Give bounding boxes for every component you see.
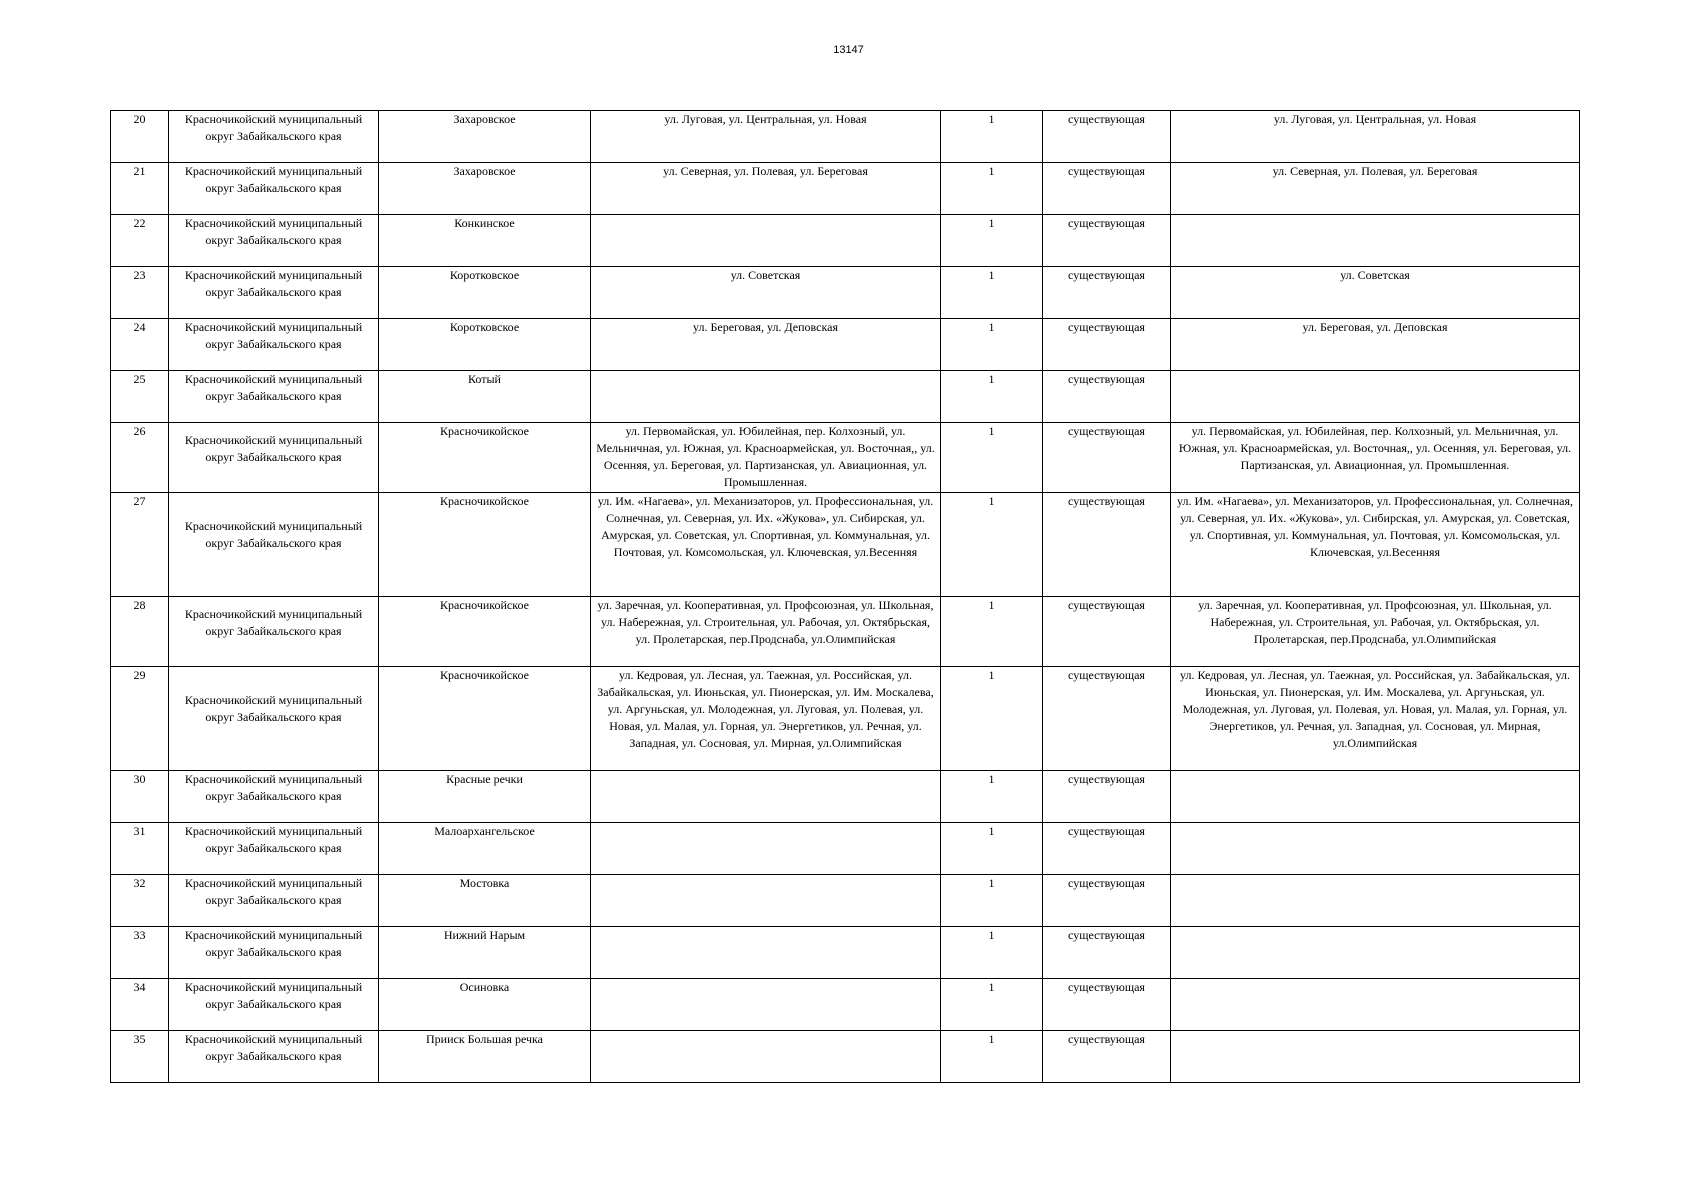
status-cell: существующая bbox=[1043, 163, 1171, 215]
streets-served-cell: ул. Заречная, ул. Кооперативная, ул. Профсоюзная, ул. Школьная, ул. Набережная, ул. Строительная, ул. Рабочая, ул. Октябрьская, ул. Пролетарская, пер.Продснаба, ул.Олимпийская bbox=[1171, 597, 1580, 667]
locality-cell: Коротковское bbox=[379, 267, 591, 319]
municipality-cell: Красночикойский муниципальный округ Забайкальского края bbox=[169, 823, 379, 875]
table-row bbox=[111, 371, 1580, 423]
locality-cell: Прииск Большая речка bbox=[379, 1031, 591, 1083]
count-cell: 1 bbox=[941, 493, 1043, 597]
municipality-cell: Красночикойский муниципальный округ Забайкальского края bbox=[169, 875, 379, 927]
streets-cell bbox=[591, 979, 941, 1031]
status-cell: существующая bbox=[1043, 423, 1171, 493]
streets-served-cell bbox=[1171, 771, 1580, 823]
locality-cell: Красные речки bbox=[379, 771, 591, 823]
locality-cell: Красночикойское bbox=[379, 493, 591, 597]
status-cell: существующая bbox=[1043, 1031, 1171, 1083]
table-row bbox=[111, 319, 1580, 371]
streets-cell: ул. Луговая, ул. Центральная, ул. Новая bbox=[591, 111, 941, 163]
streets-served-cell bbox=[1171, 371, 1580, 423]
status-cell: существующая bbox=[1043, 267, 1171, 319]
streets-served-cell bbox=[1171, 979, 1580, 1031]
locality-cell: Захаровское bbox=[379, 163, 591, 215]
count-cell: 1 bbox=[941, 823, 1043, 875]
count-cell: 1 bbox=[941, 267, 1043, 319]
table-row bbox=[111, 215, 1580, 267]
page-number: 13147 bbox=[833, 44, 864, 56]
status-cell: существующая bbox=[1043, 823, 1171, 875]
streets-cell bbox=[591, 215, 941, 267]
streets-cell: ул. Советская bbox=[591, 267, 941, 319]
streets-served-cell bbox=[1171, 875, 1580, 927]
status-cell: существующая bbox=[1043, 215, 1171, 267]
streets-served-cell bbox=[1171, 927, 1580, 979]
municipality-cell: Красночикойский муниципальный округ Забайкальского края bbox=[169, 267, 379, 319]
row-number: 28 bbox=[111, 597, 169, 667]
streets-served-cell bbox=[1171, 215, 1580, 267]
table-row bbox=[111, 927, 1580, 979]
count-cell: 1 bbox=[941, 1031, 1043, 1083]
table-row bbox=[111, 823, 1580, 875]
streets-cell bbox=[591, 1031, 941, 1083]
row-number: 23 bbox=[111, 267, 169, 319]
municipality-cell: Красночикойский муниципальный округ Забайкальского края bbox=[169, 927, 379, 979]
count-cell: 1 bbox=[941, 667, 1043, 771]
count-cell: 1 bbox=[941, 423, 1043, 493]
municipality-cell: Красночикойский муниципальный округ Забайкальского края bbox=[169, 215, 379, 267]
streets-cell bbox=[591, 823, 941, 875]
locality-cell: Малоархангельское bbox=[379, 823, 591, 875]
streets-served-cell: ул. Северная, ул. Полевая, ул. Береговая bbox=[1171, 163, 1580, 215]
table-row bbox=[111, 163, 1580, 215]
table-row bbox=[111, 771, 1580, 823]
status-cell: существующая bbox=[1043, 111, 1171, 163]
streets-cell: ул. Кедровая, ул. Лесная, ул. Таежная, ул. Российская, ул. Забайкальская, ул. Июньская, ул. Пионерская, ул. Им. Москалева, ул. Аргуньская, ул. Молодежная, ул. Луговая, ул. Полевая, ул. Новая, ул. Малая, ул. Горная, ул. Энергетиков, ул. Речная, ул. Западная, ул. Сосновая, ул. Мирная, ул.Олимпийская bbox=[591, 667, 941, 771]
status-cell: существующая bbox=[1043, 927, 1171, 979]
table-row bbox=[111, 267, 1580, 319]
row-number: 20 bbox=[111, 111, 169, 163]
row-number: 33 bbox=[111, 927, 169, 979]
municipality-cell: Красночикойский муниципальный округ Забайкальского края bbox=[169, 111, 379, 163]
streets-served-cell bbox=[1171, 823, 1580, 875]
streets-served-cell: ул. Первомайская, ул. Юбилейная, пер. Колхозный, ул. Мельничная, ул. Южная, ул. Красноармейская, ул. Восточная,, ул. Осенняя, ул. Береговая, ул. Партизанская, ул. Авиационная, ул. Промышленная. bbox=[1171, 423, 1580, 493]
status-cell: существующая bbox=[1043, 979, 1171, 1031]
locations-table bbox=[110, 110, 1580, 1083]
table-row bbox=[111, 875, 1580, 927]
table-row bbox=[111, 493, 1580, 597]
status-cell: существующая bbox=[1043, 371, 1171, 423]
streets-cell bbox=[591, 371, 941, 423]
streets-cell: ул. Первомайская, ул. Юбилейная, пер. Колхозный, ул. Мельничная, ул. Южная, ул. Красноармейская, ул. Восточная,, ул. Осенняя, ул. Береговая, ул. Партизанская, ул. Авиационная, ул. Промышленная. bbox=[591, 423, 941, 493]
municipality-cell: Красночикойский муниципальный округ Забайкальского края bbox=[169, 163, 379, 215]
municipality-cell: Красночикойский муниципальный округ Забайкальского края bbox=[169, 371, 379, 423]
municipality-cell: Красночикойский муниципальный округ Забайкальского края bbox=[169, 597, 379, 667]
row-number: 27 bbox=[111, 493, 169, 597]
streets-cell bbox=[591, 771, 941, 823]
row-number: 30 bbox=[111, 771, 169, 823]
municipality-cell: Красночикойский муниципальный округ Забайкальского края bbox=[169, 319, 379, 371]
count-cell: 1 bbox=[941, 771, 1043, 823]
status-cell: существующая bbox=[1043, 771, 1171, 823]
streets-cell bbox=[591, 927, 941, 979]
count-cell: 1 bbox=[941, 979, 1043, 1031]
row-number: 32 bbox=[111, 875, 169, 927]
table-row bbox=[111, 423, 1580, 493]
locality-cell: Красночикойское bbox=[379, 597, 591, 667]
locality-cell: Котый bbox=[379, 371, 591, 423]
count-cell: 1 bbox=[941, 597, 1043, 667]
row-number: 31 bbox=[111, 823, 169, 875]
streets-cell: ул. Им. «Нагаева», ул. Механизаторов, ул. Профессиональная, ул. Солнечная, ул. Северная, ул. Их. «Жукова», ул. Сибирская, ул. Амурская, ул. Советская, ул. Спортивная, ул. Коммунальная, ул. Почтовая, ул. Комсомольская, ул. Ключевская, ул.Весенняя bbox=[591, 493, 941, 597]
row-number: 29 bbox=[111, 667, 169, 771]
status-cell: существующая bbox=[1043, 319, 1171, 371]
municipality-cell: Красночикойский муниципальный округ Забайкальского края bbox=[169, 667, 379, 771]
table-row bbox=[111, 1031, 1580, 1083]
row-number: 35 bbox=[111, 1031, 169, 1083]
municipality-cell: Красночикойский муниципальный округ Забайкальского края bbox=[169, 771, 379, 823]
count-cell: 1 bbox=[941, 875, 1043, 927]
count-cell: 1 bbox=[941, 111, 1043, 163]
municipality-cell: Красночикойский муниципальный округ Забайкальского края bbox=[169, 423, 379, 493]
locality-cell: Красночикойское bbox=[379, 667, 591, 771]
table-row bbox=[111, 667, 1580, 771]
count-cell: 1 bbox=[941, 215, 1043, 267]
streets-cell: ул. Северная, ул. Полевая, ул. Береговая bbox=[591, 163, 941, 215]
table-row bbox=[111, 597, 1580, 667]
count-cell: 1 bbox=[941, 163, 1043, 215]
locality-cell: Коротковское bbox=[379, 319, 591, 371]
row-number: 26 bbox=[111, 423, 169, 493]
locality-cell: Конкинское bbox=[379, 215, 591, 267]
table-row bbox=[111, 111, 1580, 163]
municipality-cell: Красночикойский муниципальный округ Забайкальского края bbox=[169, 979, 379, 1031]
status-cell: существующая bbox=[1043, 597, 1171, 667]
streets-cell: ул. Береговая, ул. Деповская bbox=[591, 319, 941, 371]
locality-cell: Захаровское bbox=[379, 111, 591, 163]
municipality-cell: Красночикойский муниципальный округ Забайкальского края bbox=[169, 1031, 379, 1083]
row-number: 21 bbox=[111, 163, 169, 215]
row-number: 22 bbox=[111, 215, 169, 267]
row-number: 24 bbox=[111, 319, 169, 371]
status-cell: существующая bbox=[1043, 667, 1171, 771]
table-row bbox=[111, 979, 1580, 1031]
row-number: 25 bbox=[111, 371, 169, 423]
streets-cell: ул. Заречная, ул. Кооперативная, ул. Профсоюзная, ул. Школьная, ул. Набережная, ул. Строительная, ул. Рабочая, ул. Октябрьская, ул. Пролетарская, пер.Продснаба, ул.Олимпийская bbox=[591, 597, 941, 667]
status-cell: существующая bbox=[1043, 493, 1171, 597]
locality-cell: Красночикойское bbox=[379, 423, 591, 493]
streets-served-cell bbox=[1171, 1031, 1580, 1083]
streets-served-cell: ул. Кедровая, ул. Лесная, ул. Таежная, ул. Российская, ул. Забайкальская, ул. Июньская, ул. Пионерская, ул. Им. Москалева, ул. Аргуньская, ул. Молодежная, ул. Луговая, ул. Полевая, ул. Новая, ул. Малая, ул. Горная, ул. Энергетиков, ул. Речная, ул. Западная, ул. Сосновая, ул. Мирная, ул.Олимпийская bbox=[1171, 667, 1580, 771]
municipality-cell: Красночикойский муниципальный округ Забайкальского края bbox=[169, 493, 379, 597]
streets-served-cell: ул. Им. «Нагаева», ул. Механизаторов, ул. Профессиональная, ул. Солнечная, ул. Северная, ул. Их. «Жукова», ул. Сибирская, ул. Амурская, ул. Советская, ул. Спортивная, ул. Коммунальная, ул. Почтовая, ул. Комсомольская, ул. Ключевская, ул.Весенняя bbox=[1171, 493, 1580, 597]
count-cell: 1 bbox=[941, 927, 1043, 979]
locality-cell: Мостовка bbox=[379, 875, 591, 927]
streets-served-cell: ул. Советская bbox=[1171, 267, 1580, 319]
status-cell: существующая bbox=[1043, 875, 1171, 927]
count-cell: 1 bbox=[941, 371, 1043, 423]
streets-served-cell: ул. Луговая, ул. Центральная, ул. Новая bbox=[1171, 111, 1580, 163]
locality-cell: Осиновка bbox=[379, 979, 591, 1031]
streets-cell bbox=[591, 875, 941, 927]
row-number: 34 bbox=[111, 979, 169, 1031]
locality-cell: Нижний Нарым bbox=[379, 927, 591, 979]
streets-served-cell: ул. Береговая, ул. Деповская bbox=[1171, 319, 1580, 371]
count-cell: 1 bbox=[941, 319, 1043, 371]
